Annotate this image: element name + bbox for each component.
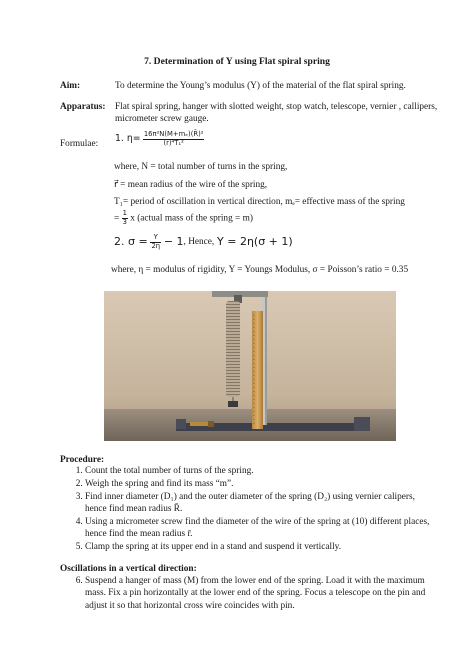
procedure-step: 2. Weigh the spring and find its mass “m”. [85, 478, 434, 490]
oscillation-step: 6. Suspend a hanger of mass (M) from the lower end of the spring. Load it with the maximum mass. Fix a pin horizontally at the lower end of the spring. Focus a telescope on the pin and adjust it so that horizontal cross wire coincides with pin. [85, 575, 434, 612]
formula-1-prefix: 1. η= [115, 133, 141, 145]
procedure-list [60, 465, 434, 553]
formula-2-rest: − 1 [163, 235, 184, 249]
procedure-step: 1. Count the total number of turns of the spring. [85, 465, 434, 477]
t-definition: T₁= period of oscillation in vertical direction, mₑ= effective mass of the spring [114, 197, 405, 207]
m-def-num: 1 [122, 209, 127, 217]
procedure-step: 5. Clamp the spring at its upper end in a stand and suspend it vertically. [85, 541, 434, 553]
formula-2-hence: , Hence, [183, 237, 215, 248]
apparatus-section [60, 101, 444, 129]
formula-2 [114, 234, 293, 251]
m-def-suffix: x (actual mass of the spring = m) [130, 213, 253, 224]
oscillations-list [60, 575, 434, 612]
formulae-label: Formulae: [60, 139, 99, 149]
procedure-step: 3. Find inner diameter (D₁) and the outer diameter of the spring (D₂) using vernier calipers, hence find mean radius R̄. [85, 491, 434, 516]
formula-2-result: Y = 2η(σ + 1) [217, 235, 293, 249]
formula-1 [115, 131, 204, 148]
aim-label: Aim: [60, 81, 81, 91]
formula-1-fraction [143, 131, 205, 148]
formula-2-prefix: 2. σ = [114, 235, 148, 249]
aim-text: To determine the Young’s modulus (Y) of the material of the flat spiral spring. [115, 81, 406, 91]
procedure-heading: Procedure: [60, 455, 105, 465]
where-2-text: where, η = modulus of rigidity, Y = Youngs Modulus, σ = Poisson’s ratio = 0.35 [111, 265, 409, 275]
apparatus-text: Flat spiral spring, hanger with slotted weight, stop watch, telescope, vernier , callipers, micrometer screw gauge. [115, 102, 438, 125]
m-def-fraction [122, 210, 128, 227]
apparatus-label: Apparatus: [60, 102, 106, 112]
formula-1-numerator: 16π²N(M+mₑ)(R̄)² [143, 130, 204, 138]
procedure-step: 4. Using a micrometer screw find the diameter of the wire of the spring at (10) different places, hence find the mean radius r̄. [85, 516, 434, 541]
m-def-prefix: = [114, 213, 120, 224]
r-definition: r⃗ = mean radius of the wire of the spring, [114, 180, 268, 190]
where-n-text: where, N = total number of turns in the spring, [114, 162, 288, 172]
oscillations-heading: Oscillations in a vertical direction: [60, 564, 197, 574]
apparatus-photo-svg [104, 291, 396, 441]
formula-2-num: Y [150, 234, 161, 243]
m-def-den: 3 [122, 217, 127, 226]
m-definition [114, 210, 449, 227]
apparatus-photo [104, 291, 396, 441]
formula-1-denominator: (r̄)⁴T₁² [163, 138, 184, 147]
page-title: 7. Determination of Y using Flat spiral spring [144, 56, 330, 67]
formula-2-fraction [150, 234, 161, 251]
formula-2-den: 2η [151, 241, 161, 250]
